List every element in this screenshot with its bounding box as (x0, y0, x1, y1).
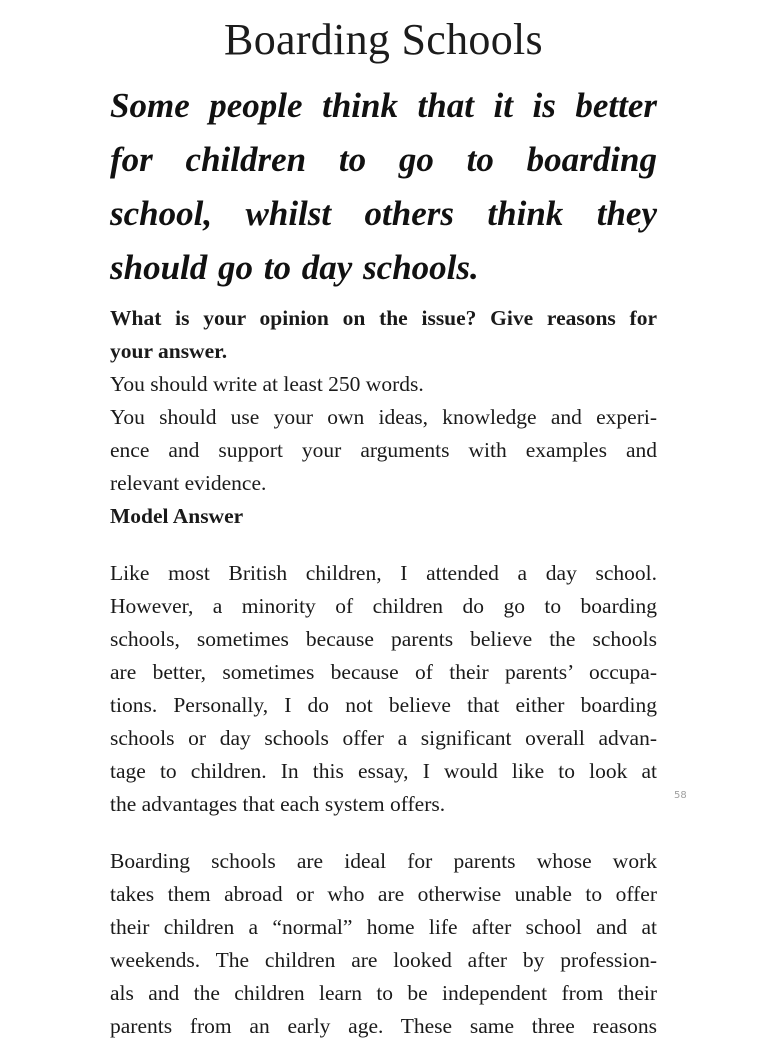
support-instruction-line: ence and support your arguments with examples and (110, 438, 657, 462)
paragraph-line: their children a “normal” home life after school and at (110, 915, 657, 939)
question-line: your answer. (110, 339, 228, 363)
paragraph-line: schools or day schools offer a significant overall advan- (110, 726, 657, 750)
page-number: 58 (674, 790, 687, 801)
essay-paragraph-1 (110, 557, 657, 821)
support-instruction-line: You should use your own ideas, knowledge and experi- (110, 405, 657, 429)
paragraph-line: However, a minority of children do go to boarding (110, 594, 657, 618)
paragraph-line: Like most British children, I attended a day school. (110, 561, 657, 585)
paragraph-line: als and the children learn to be independent from their (110, 981, 657, 1005)
paragraph-line: the advantages that each system offers. (110, 792, 446, 816)
essay-paragraph-2 (110, 845, 657, 1043)
prompt-line: school, whilst others think they (110, 194, 657, 233)
paragraph-line: tions. Personally, I do not believe that either boarding (110, 693, 657, 717)
word-count-instruction: You should write at least 250 words. (110, 372, 424, 396)
essay-prompt (110, 79, 657, 295)
prompt-line: for children to go to boarding (110, 140, 657, 179)
paragraph-line: weekends. The children are looked after by profession- (110, 948, 657, 972)
prompt-line: Some people think that it is better (110, 86, 657, 125)
paragraph-line: Boarding schools are ideal for parents whose work (110, 849, 657, 873)
prompt-line: should go to day schools. (110, 248, 479, 287)
paragraph-line: parents from an early age. These same three reasons (110, 1014, 657, 1038)
support-instruction-line: relevant evidence. (110, 471, 267, 495)
paragraph-line: takes them abroad or who are otherwise unable to offer (110, 882, 657, 906)
page-title: Boarding Schools (224, 15, 543, 64)
essay-instructions (110, 302, 657, 533)
paragraph-line: tage to children. In this essay, I would like to look at (110, 759, 657, 783)
question-line: What is your opinion on the issue? Give reasons for (110, 306, 657, 330)
paragraph-line: are better, sometimes because of their parents’ occupa- (110, 660, 657, 684)
model-answer-heading: Model Answer (110, 504, 244, 528)
paragraph-line: schools, sometimes because parents believe the schools (110, 627, 657, 651)
